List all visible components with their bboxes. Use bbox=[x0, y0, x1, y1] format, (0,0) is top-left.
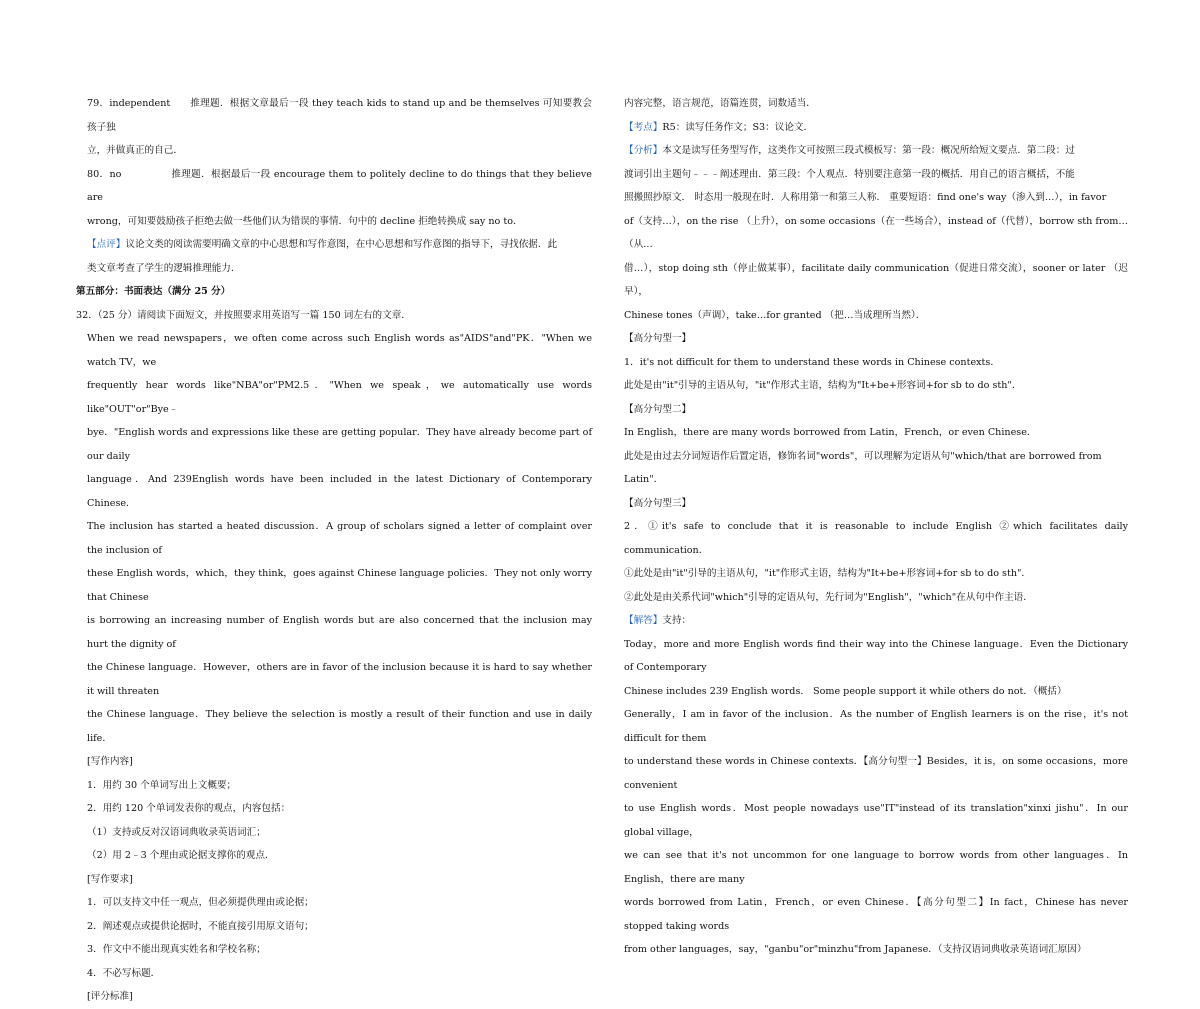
essay-line: Chinese includes 239 English words． Some people support it while others do not．（概括） bbox=[624, 685, 1067, 697]
sentence-pattern-heading: 【高分句型一】 bbox=[624, 333, 692, 344]
sentence-pattern-line: 1．it's not difficult for them to understand these words in Chinese contexts． bbox=[624, 356, 1000, 368]
answer-79: 79．independent 推理题．根据文章最后一段 they teach kids to stand up and be themselves 可知要教会孩子独 bbox=[87, 98, 592, 133]
passage-line: frequently hear words like"NBA"or"PM2.5．"When we speak，we automatically use words like"OUT"or"Bye﹣ bbox=[87, 380, 592, 415]
section-heading: 第五部分：书面表达（满分 25 分） bbox=[76, 286, 231, 297]
passage-line: is borrowing an increasing number of English words but are also concerned that the inclusion may hurt the dignity of bbox=[87, 615, 592, 650]
scoring-text: 内容完整，语言规范，语篇连贯，词数适当． bbox=[624, 98, 816, 109]
answer-section bbox=[624, 609, 1128, 633]
review-tag: 【点评】 bbox=[87, 239, 126, 250]
review-note-cont: 类文章考查了学生的逻辑推理能力． bbox=[87, 262, 241, 274]
left-column bbox=[76, 92, 592, 1009]
sentence-pattern-line: ②此处是由关系代词"which"引导的定语从句，先行词为"English"，"which"在从句中作主语． bbox=[624, 591, 1033, 603]
sentence-pattern-line: ①此处是由"it"引导的主语从句，"it"作形式主语，结构为"It+be+形容词+for sb to do sth"． bbox=[624, 568, 1032, 579]
sentence-pattern-line: In English，there are many words borrowed from Latin，French，or even Chinese． bbox=[624, 427, 1037, 438]
exam-point-text: R5：读写任务作文；S3：议论文． bbox=[662, 121, 814, 133]
analysis bbox=[624, 139, 1128, 163]
requirement-item: 4．不必写标题． bbox=[87, 967, 161, 979]
passage-line: the Chinese language．They believe the selection is mostly a result of their function and use in daily life． bbox=[87, 709, 592, 744]
passage-line: bye．"English words and expressions like these are getting popular．They have already become part of our daily bbox=[87, 427, 592, 462]
sentence-pattern-heading: 【高分句型二】 bbox=[624, 403, 692, 415]
question-32: 32．（25 分）请阅读下面短文，并按照要求用英语写一篇 150 词左右的文章． bbox=[76, 309, 411, 321]
analysis-line: 渡词引出主题句﹣﹣﹣阐述理由．第三段：个人观点．特别要注意第一段的概括．用自己的语言概括，不能 bbox=[624, 168, 1075, 180]
requirement-item: （1）支持或反对汉语词典收录英语词汇； bbox=[87, 826, 266, 838]
passage-line: these English words，which，they think，goes against Chinese language policies．They not only worry that Chinese bbox=[87, 568, 592, 603]
sentence-pattern-line: 此处是由过去分词短语作后置定语，修饰名词"words"，可以理解为定语从句"which/that are borrowed from bbox=[624, 450, 1102, 462]
analysis-line: Chinese tones（声调），take…for granted （把…当成理所当然）． bbox=[624, 309, 926, 321]
requirement-item: 3．作文中不能出现真实姓名和学校名称； bbox=[87, 944, 266, 955]
answer-text: 支持： bbox=[662, 615, 692, 626]
passage-line: The inclusion has started a heated discussion．A group of scholars signed a letter of complaint over the inclusion of bbox=[87, 521, 592, 556]
sentence-pattern-line: 2．①it's safe to conclude that it is reasonable to include English ②which facilitates daily communication． bbox=[624, 521, 1128, 556]
passage-line: When we read newspapers，we often come across such English words as"AIDS"and"PK．"When we watch TV，we bbox=[87, 333, 592, 368]
sentence-pattern-line: 此处是由"it"引导的主语从句，"it"作形式主语，结构为"It+be+形容词+for sb to do sth"． bbox=[624, 380, 1022, 391]
exam-point bbox=[624, 116, 1128, 140]
requirement-item: 1．可以支持文中任一观点，但必须提供理由或论据； bbox=[87, 897, 314, 908]
essay-line: words borrowed from Latin，French，or even Chinese．【高分句型二】In fact，Chinese has never stopped taking words bbox=[624, 897, 1128, 932]
essay-line: to use English words．Most people nowadays use"IT"instead of its translation"xinxi jishu"．In our global village， bbox=[624, 803, 1128, 838]
answer-80: 80．no 推理题．根据最后一段 encourage them to politely decline to do things that they believe are bbox=[87, 168, 592, 203]
sentence-pattern-heading: 【高分句型三】 bbox=[624, 497, 692, 509]
writing-requirements-heading: [写作要求] bbox=[87, 873, 133, 885]
exam-point-tag: 【考点】 bbox=[624, 121, 663, 133]
scoring-heading: [评分标准] bbox=[87, 991, 133, 1002]
requirement-item: 2．阐述观点或提供论据时，不能直接引用原文语句； bbox=[87, 920, 314, 932]
review-text: 议论文类的阅读需要明确文章的中心思想和写作意图，在中心思想和写作意图的指导下，寻找依据．此 bbox=[125, 239, 558, 250]
analysis-line: 借…），stop doing sth（停止做某事），facilitate daily communication（促进日常交流），sooner or later （迟早）， bbox=[624, 262, 1128, 297]
answer-79-cont: 立，并做真正的自己． bbox=[87, 145, 183, 156]
writing-content-heading: [写作内容] bbox=[87, 756, 133, 767]
requirement-item: （2）用 2﹣3 个理由或论据支撑你的观点． bbox=[87, 850, 275, 861]
analysis-tag: 【分析】 bbox=[624, 145, 663, 156]
sentence-pattern-line: Latin"． bbox=[624, 474, 664, 485]
passage-line: the Chinese language．However，others are in favor of the inclusion because it is hard to say whether it will threaten bbox=[87, 662, 592, 697]
requirement-item: 2．用约 120 个单词发表你的观点，内容包括： bbox=[87, 803, 291, 814]
essay-line: Generally，I am in favor of the inclusion．As the number of English learners is on the rise，it's not difficult for them bbox=[624, 709, 1128, 744]
answer-80-cont: wrong，可知要鼓励孩子拒绝去做一些他们认为错误的事情．句中的 decline 拒绝转换成 say no to． bbox=[87, 215, 523, 227]
essay-line: from other languages，say，"ganbu"or"minzhu"from Japanese．（支持汉语词典收录英语词汇原因） bbox=[624, 944, 1087, 955]
essay-line: we can see that it's not uncommon for one language to borrow words from other languages．In English，there are many bbox=[624, 850, 1128, 885]
analysis-text: 本文是读写任务型写作，这类作文可按照三段式模板写：第一段：概况所给短文要点．第二段：过 bbox=[662, 145, 1075, 156]
answer-tag: 【解答】 bbox=[624, 615, 663, 626]
requirement-item: 1．用约 30 个单词写出上文概要； bbox=[87, 779, 237, 791]
essay-line: Today，more and more English words find their way into the Chinese language．Even the Dictionary of Contemporary bbox=[624, 638, 1128, 673]
analysis-line: of（支持…），on the rise （上升），on some occasions（在一些场合），instead of（代替），borrow sth from…（从… bbox=[624, 215, 1128, 250]
review-note bbox=[76, 233, 592, 257]
analysis-line: 照搬照抄原文． 时态用一般现在时．人称用第一和第三人称． 重要短语：find one's way（渗入到…），in favor bbox=[624, 192, 1107, 203]
essay-line: to understand these words in Chinese contexts．【高分句型一】Besides，it is，on some occasions，more convenient bbox=[624, 756, 1128, 791]
passage-line: language．And 239English words have been included in the latest Dictionary of Contemporary Chinese． bbox=[87, 474, 592, 509]
right-column bbox=[624, 92, 1128, 962]
